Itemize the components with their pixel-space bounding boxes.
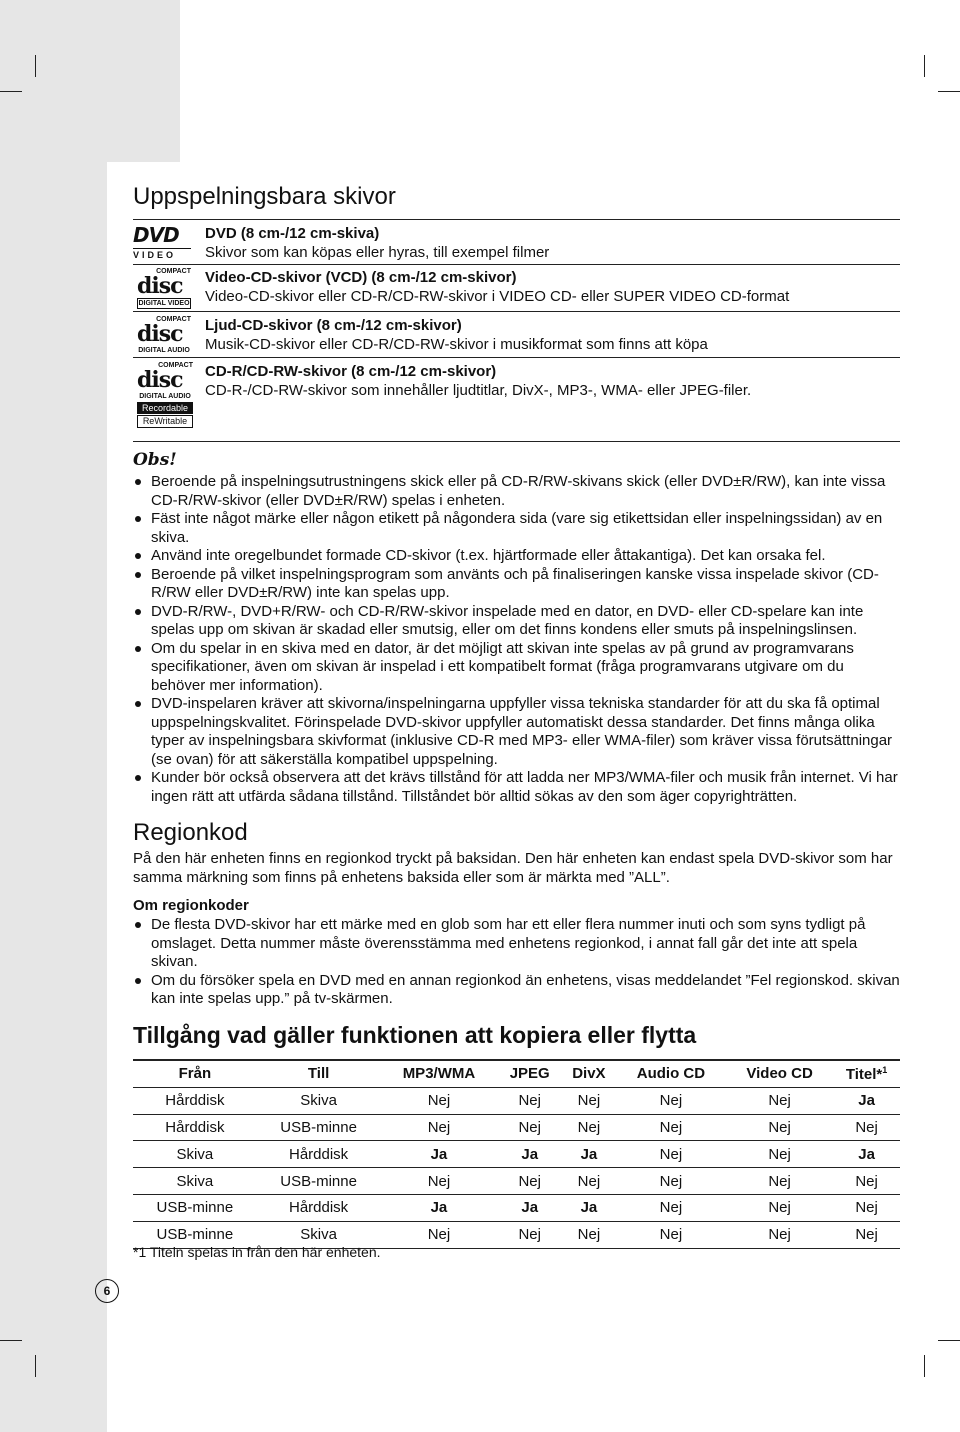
column-header: Audio CD: [616, 1060, 726, 1087]
table-cell: Nej: [380, 1221, 497, 1248]
table-cell: USB-minne: [257, 1168, 381, 1195]
list-item: DVD-inspelaren kräver att skivorna/inspelningarna uppfyller vissa tekniska standarder för att du ska få optimal uppspelningskvalitet. Förinspelade DVD-skivor uppfyller automatiskt dessa standarder. Det finns många olika typer av inspelningsbara skivformat (inklusive CD-R med MP3- eller WMA-filer) som kräver vissa förutsättningar (se ovan) för att säkerställa kompatibel uppspelning.: [133, 695, 900, 769]
table-cell: Nej: [497, 1168, 562, 1195]
table-cell: Skiva: [133, 1141, 257, 1168]
table-cell: Ja: [562, 1194, 616, 1221]
crop-mark: [0, 91, 22, 92]
disc-row-dvd: [133, 224, 900, 264]
column-header: Video CD: [726, 1060, 833, 1087]
crop-mark: [35, 55, 36, 77]
table-cell: USB-minne: [133, 1221, 257, 1248]
crop-mark: [938, 91, 960, 92]
table-cell: USB-minne: [257, 1114, 381, 1141]
disc-row-vcd: [133, 268, 900, 314]
table-cell: Ja: [833, 1087, 900, 1114]
table-cell: Nej: [616, 1221, 726, 1248]
copy-move-table: [133, 1059, 900, 1249]
table-cell: Nej: [833, 1221, 900, 1248]
crop-mark: [35, 1355, 36, 1377]
table-row: [133, 1114, 900, 1141]
disc-title: DVD (8 cm-/12 cm-skiva): [205, 225, 380, 242]
crop-mark: [924, 55, 925, 77]
region-list: [133, 916, 900, 1009]
table-cell: Nej: [380, 1168, 497, 1195]
table-cell: Nej: [833, 1194, 900, 1221]
table-cell: Nej: [562, 1221, 616, 1248]
table-row: [133, 1087, 900, 1114]
list-item: Beroende på vilket inspelningsprogram som använts och på finaliseringen kanske vissa inspelade skivor (CD-R/RW eller DVD±R/RW) inte kan spelas upp.: [133, 566, 900, 603]
table-cell: Ja: [562, 1141, 616, 1168]
logo-text: VIDEO: [133, 248, 191, 261]
column-header: DivX: [562, 1060, 616, 1087]
table-cell: Ja: [497, 1194, 562, 1221]
divider: [133, 311, 900, 312]
table-cell: Ja: [380, 1194, 497, 1221]
table-cell: Nej: [616, 1114, 726, 1141]
table-row: [133, 1194, 900, 1221]
table-cell: Nej: [726, 1141, 833, 1168]
crop-mark: [924, 1355, 925, 1377]
disc-row-cd-r-rw: [133, 362, 900, 432]
logo-text: DIGITAL AUDIO: [139, 393, 191, 400]
table-cell: Nej: [833, 1114, 900, 1141]
table-cell: Nej: [380, 1114, 497, 1141]
crop-mark: [938, 1340, 960, 1341]
table-cell: Nej: [726, 1168, 833, 1195]
disc-description: [205, 268, 789, 306]
column-header: Till: [257, 1060, 381, 1087]
table-cell: Nej: [726, 1087, 833, 1114]
divider: [133, 219, 900, 220]
table-header-row: [133, 1060, 900, 1087]
column-header: Från: [133, 1060, 257, 1087]
logo-text: COMPACT: [158, 362, 193, 369]
divider: [133, 441, 900, 442]
table-cell: Nej: [380, 1087, 497, 1114]
list-item: Fäst inte något märke eller någon etikett på någondera sida (vare sig etikettsidan eller inspelningssidan) av en skiva.: [133, 510, 900, 547]
table-cell: Nej: [616, 1168, 726, 1195]
disc-desc: CD-R-/CD-RW-skivor som innehåller ljudtitlar, DivX-, MP3-, WMA- eller JPEG-filer.: [205, 382, 752, 399]
disc-description: [205, 224, 549, 262]
divider: [133, 264, 900, 265]
table-cell: Hårddisk: [133, 1114, 257, 1141]
disc-title: Ljud-CD-skivor (8 cm-/12 cm-skivor): [205, 317, 462, 334]
logo-text: DIGITAL AUDIO: [138, 347, 190, 354]
dvd-video-logo: [133, 224, 191, 264]
table-cell: Nej: [726, 1114, 833, 1141]
table-cell: Ja: [497, 1141, 562, 1168]
table-cell: Nej: [562, 1168, 616, 1195]
section-title-region-code: Regionkod: [133, 819, 248, 846]
disc-description: [205, 316, 708, 354]
logo-text: disc: [137, 321, 183, 347]
list-item: Om du spelar in en skiva med en dator, är det möjligt att skivan inte spelas av på grund av programvarans specifikationer, även om skivan är inspelad i ett kompatibelt format (fråga programvarans utgivare om du behöver mer information).: [133, 640, 900, 696]
logo-text: COMPACT: [156, 316, 191, 323]
disc-desc: Video-CD-skivor eller CD-R/CD-RW-skivor i VIDEO CD- eller SUPER VIDEO CD-format: [205, 288, 790, 305]
footnote-marker: 1: [882, 1064, 888, 1075]
table-footnote: *1 Titeln spelas in från den här enheten.: [133, 1244, 381, 1260]
disc-row-audio-cd: [133, 316, 900, 356]
note-heading: Obs!: [133, 450, 177, 470]
table-cell: Nej: [833, 1168, 900, 1195]
note-list: [133, 473, 900, 806]
table-row: [133, 1168, 900, 1195]
table-cell: USB-minne: [133, 1194, 257, 1221]
list-item: Använd inte oregelbundet formade CD-skivor (t.ex. hjärtformade eller åttakantiga). Det kan orsaka fel.: [133, 547, 900, 566]
table-cell: Nej: [616, 1087, 726, 1114]
list-item: Beroende på inspelningsutrustningens skick eller på CD-R/RW-skivans skick (eller DVD±R/RW), kan inte vissa CD-R/RW-skivor (eller DVD±R/RW) spelas i enheten.: [133, 473, 900, 510]
table-cell: Nej: [497, 1221, 562, 1248]
logo-text: DVD: [133, 223, 179, 247]
list-item: Om du försöker spela en DVD med en annan regionkod än enhetens, visas meddelandet ”Fel regionskod. skivan kan inte spelas upp.” på tv-skärmen.: [133, 972, 900, 1009]
column-header: [833, 1060, 900, 1087]
table-cell: Nej: [616, 1141, 726, 1168]
column-header: JPEG: [497, 1060, 562, 1087]
logo-text: Recordable: [137, 402, 193, 414]
disc-title: Video-CD-skivor (VCD) (8 cm-/12 cm-skivor): [205, 269, 517, 286]
disc-title: CD-R/CD-RW-skivor (8 cm-/12 cm-skivor): [205, 363, 497, 380]
table-cell: Nej: [562, 1114, 616, 1141]
table-cell: Nej: [726, 1194, 833, 1221]
column-header: MP3/WMA: [380, 1060, 497, 1087]
list-item: De flesta DVD-skivor har ett märke med en glob som har ett eller flera nummer inuti och som syns tydligt på omslaget. Detta nummer måste överensstämma med enhetens regionkod, i annat fall går det inte att spela skivan.: [133, 916, 900, 972]
logo-text: COMPACT: [156, 268, 191, 275]
table-cell: Nej: [497, 1114, 562, 1141]
disc-description: [205, 362, 751, 400]
section-title-copy-access: Tillgång vad gäller funktionen att kopiera eller flytta: [133, 1022, 697, 1048]
disc-desc: Musik-CD-skivor eller CD-R/CD-RW-skivor i musikformat som finns att köpa: [205, 336, 708, 353]
divider: [133, 357, 900, 358]
logo-text: DIGITAL VIDEO: [138, 300, 190, 307]
table-cell: Ja: [833, 1141, 900, 1168]
table-row: [133, 1141, 900, 1168]
table-cell: Skiva: [257, 1221, 381, 1248]
table-cell: Nej: [497, 1087, 562, 1114]
table-cell: Skiva: [257, 1087, 381, 1114]
compact-disc-digital-audio-logo: [137, 316, 191, 355]
header-label: Titel*: [845, 1065, 883, 1083]
table-cell: Hårddisk: [257, 1141, 381, 1168]
table-cell: Hårddisk: [257, 1194, 381, 1221]
table-cell: Skiva: [133, 1168, 257, 1195]
logo-text: ReWritable: [137, 415, 193, 428]
logo-text: disc: [137, 367, 183, 393]
disc-desc: Skivor som kan köpas eller hyras, till exempel filmer: [205, 244, 550, 261]
compact-disc-recordable-rewritable-logo: [137, 362, 193, 428]
table-cell: Ja: [380, 1141, 497, 1168]
table-cell: Hårddisk: [133, 1087, 257, 1114]
region-subheading: Om regionkoder: [133, 897, 249, 914]
page-number: 6: [95, 1279, 119, 1303]
list-item: DVD-R/RW-, DVD+R/RW- och CD-R/RW-skivor inspelade med en dator, en DVD- eller CD-spelare kan inte spelas upp om skivan är skadad eller smutsig, eller om det finns kondens eller smuts på inspelningslinsen.: [133, 603, 900, 640]
list-item: Kunder bör också observera att det krävs tillstånd för att ladda ner MP3/WMA-filer och musik från internet. Vi har ingen rätt att utfärda sådana tillstånd. Tillståndet bör alltid sökas av den som äger copyrighträtten.: [133, 769, 900, 806]
crop-mark: [0, 1340, 22, 1341]
region-intro: På den här enheten finns en regionkod tryckt på baksidan. Den här enheten kan endast spela DVD-skivor som har samma märkning som finns på enhetens baksida eller som är märkta med ”ALL”.: [133, 850, 893, 886]
table-cell: Nej: [562, 1087, 616, 1114]
table-cell: Nej: [726, 1221, 833, 1248]
table-cell: Nej: [616, 1194, 726, 1221]
compact-disc-digital-video-logo: [137, 268, 191, 309]
section-title-playable-discs: Uppspelningsbara skivor: [133, 183, 396, 210]
logo-text: disc: [137, 273, 183, 299]
